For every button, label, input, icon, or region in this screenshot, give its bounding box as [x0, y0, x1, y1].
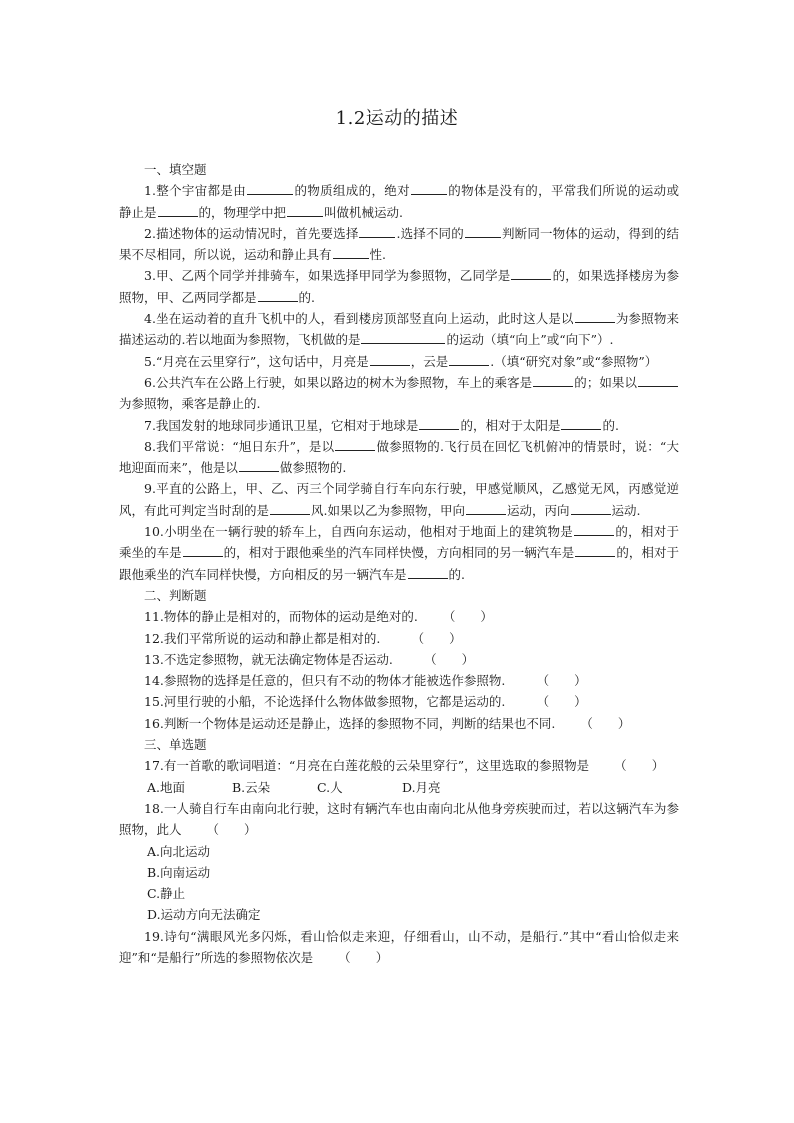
answer-blank[interactable] [287, 202, 323, 217]
answer-blank[interactable] [511, 265, 551, 280]
question-5: 5.“月亮在云里穿行”，这句话中，月亮是 ，云是 .（填“研究对象”或“参照物”） [119, 351, 679, 372]
answer-paren[interactable]: （ ） [338, 949, 389, 965]
question-14: 14.参照物的选择是任意的，但只有不动的物体才能被选作参照物. （ ） [119, 670, 679, 691]
answer-blank[interactable] [183, 542, 223, 557]
answer-paren[interactable]: （ ） [614, 758, 665, 774]
worksheet-content [119, 159, 679, 968]
question-8: 8.我们平常说：“旭日东升”，是以 做参照物的.飞行员在回忆飞机俯冲的情景时，说：“大地迎面而来”，他是以 做参照物的. [119, 436, 679, 479]
answer-blank[interactable] [239, 457, 279, 472]
question-15: 15.河里行驶的小船，不论选择什么物体做参照物，它都是运动的. （ ） [119, 691, 679, 712]
option-d[interactable]: D.月亮 [402, 779, 441, 795]
answer-blank[interactable] [158, 202, 198, 217]
answer-blank[interactable] [561, 415, 601, 430]
answer-paren[interactable]: （ ） [536, 694, 587, 710]
answer-blank[interactable] [408, 564, 448, 579]
answer-blank[interactable] [466, 500, 506, 515]
option-c[interactable]: C.人 [317, 779, 343, 795]
answer-blank[interactable] [361, 329, 445, 344]
answer-paren[interactable]: （ ） [411, 630, 462, 646]
answer-blank[interactable] [335, 436, 375, 451]
answer-blank[interactable] [359, 223, 395, 238]
answer-blank[interactable] [258, 287, 298, 302]
question-10: 10.小明坐在一辆行驶的轿车上，自西向东运动，他相对于地面上的建筑物是 的，相对于乘坐的车是 的，相对于跟他乘坐的汽车同样快慢，方向相同的另一辆汽车是 的，相对于跟他乘坐的汽车同样快慢，方向相反的另一辆汽车是 的. [119, 521, 679, 585]
answer-blank[interactable] [370, 351, 410, 366]
answer-blank[interactable] [575, 542, 615, 557]
question-1: 1.整个宇宙都是由 的物质组成的，绝对 的物体是没有的，平常我们所说的运动或静止是 的，物理学中把 叫做机械运动. [119, 180, 679, 223]
answer-blank[interactable] [333, 244, 369, 259]
option-b[interactable]: B.向南运动 [147, 864, 211, 880]
question-11: 11.物体的静止是相对的，而物体的运动是绝对的. （ ） [119, 606, 679, 627]
page-title: 1.2运动的描述 [335, 108, 459, 129]
question-3: 3.甲、乙两个同学并排骑车，如果选择甲同学为参照物，乙同学是 的，如果选择楼房为参照物，甲、乙两同学都是 的. [119, 265, 679, 308]
section-heading-judge: 二、判断题 [144, 587, 207, 603]
answer-blank[interactable] [571, 500, 611, 515]
option-a[interactable]: A.向北运动 [147, 843, 211, 859]
question-18: 18.一人骑自行车由南向北行驶，这时有辆汽车也由南向北从他身旁疾驶而过，若以这辆汽车为参照物，此人 （ ） [119, 798, 679, 841]
answer-blank[interactable] [575, 308, 615, 323]
answer-paren[interactable]: （ ） [536, 673, 587, 689]
answer-paren[interactable]: （ ） [206, 822, 257, 838]
answer-blank[interactable] [270, 500, 310, 515]
question-9: 9.平直的公路上，甲、乙、丙三个同学骑自行车向东行驶，甲感觉顺风，乙感觉无风，丙感觉逆风，有此可判定当时刮的是 风.如果以乙为参照物，甲向 运动，丙向 运动. [119, 481, 679, 518]
answer-blank[interactable] [247, 180, 293, 195]
answer-blank[interactable] [638, 372, 678, 387]
answer-blank[interactable] [465, 223, 501, 238]
answer-blank[interactable] [419, 415, 459, 430]
option-a[interactable]: A.地面 [147, 779, 186, 795]
answer-paren[interactable]: （ ） [442, 609, 493, 625]
option-c[interactable]: C.静止 [147, 886, 186, 902]
question-16: 16.判断一个物体是运动还是静止，选择的参照物不同，判断的结果也不同. （ ） [119, 713, 679, 734]
question-4: 4.坐在运动着的直升飞机中的人，看到楼房顶部竖直向上运动，此时这人是以 为参照物来描述运动的.若以地面为参照物，飞机做的是 的运动（填“向上”或“向下”）. [119, 308, 679, 351]
answer-paren[interactable]: （ ） [580, 715, 631, 731]
option-d[interactable]: D.运动方向无法确定 [147, 907, 261, 923]
question-13: 13.不选定参照物，就无法确定物体是否运动. （ ） [119, 649, 679, 670]
answer-paren[interactable]: （ ） [424, 651, 475, 667]
question-7: 7.我国发射的地球同步通讯卫星，它相对于地球是 的，相对于太阳是 的. [119, 415, 679, 436]
section-heading-fill: 一、填空题 [144, 162, 207, 177]
section-heading-single: 三、单选题 [144, 737, 207, 753]
question-2: 2.描述物体的运动情况时，首先要选择 .选择不同的 判断同一物体的运动，得到的结果不尽相同，所以说，运动和静止具有 性. [119, 223, 679, 266]
answer-blank[interactable] [449, 351, 489, 366]
option-b[interactable]: B.云朵 [232, 779, 271, 795]
question-17: 17.有一首歌的歌词唱道：“月亮在白莲花般的云朵里穿行”，这里选取的参照物是 （ ） [119, 755, 679, 776]
answer-blank[interactable] [574, 521, 614, 536]
question-12: 12.我们平常所说的运动和静止都是相对的. （ ） [119, 628, 679, 649]
answer-blank[interactable] [533, 372, 573, 387]
answer-blank[interactable] [411, 180, 447, 195]
options-17 [119, 777, 679, 798]
question-6: 6.公共汽车在公路上行驶，如果以路边的树木为参照物，车上的乘客是 的；如果以为参照物，乘客是静止的. [119, 372, 679, 415]
options-18 [119, 841, 679, 926]
question-19: 19.诗句“满眼风光多闪烁，看山恰似走来迎，仔细看山，山不动，是船行.”其中“看山恰似走来迎”和“是船行”所选的参照物依次是 （ ） [119, 926, 679, 969]
